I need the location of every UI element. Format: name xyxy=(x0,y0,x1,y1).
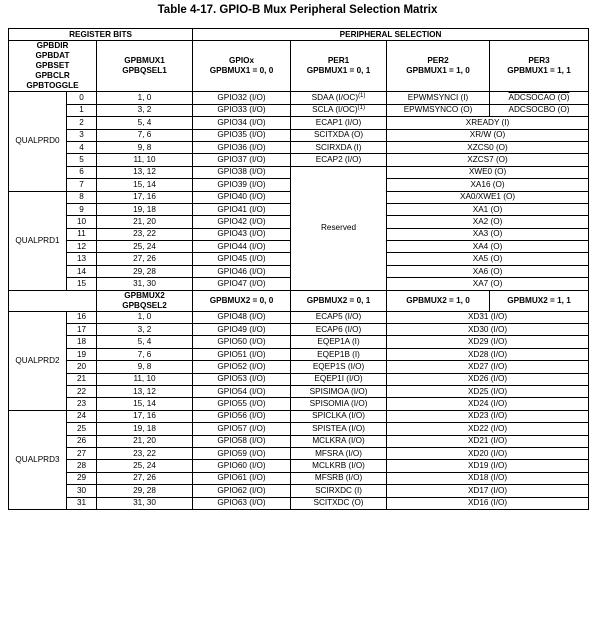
gpio-column-header: GPIOx GPBMUX1 = 0, 0 xyxy=(193,41,291,92)
per2-column-header: PER2 GPBMUX1 = 1, 0 xyxy=(387,41,490,92)
table-row: 9 19, 18 GPIO41 (I/O) XA1 (O) xyxy=(9,203,589,215)
table-row: 13 27, 26 GPIO45 (I/O) XA5 (O) xyxy=(9,253,589,265)
table-row: 15 31, 30 GPIO47 (I/O) XA7 (O) xyxy=(9,278,589,290)
table-row: QUALPRD1 8 17, 16 GPIO40 (I/O) XA0/XWE1 (O) xyxy=(9,191,589,203)
table-row: QUALPRD2 16 1, 0 GPIO48 (I/O) ECAP5 (I/O) XD31 (I/O) xyxy=(9,311,589,323)
table-row: 3 7, 6 GPIO35 (I/O) SCITXDA (O) XR/W (O) xyxy=(9,129,589,141)
table-row: 1 3, 2 GPIO33 (I/O) SCLA $(I/OC)^{(1)}$ EPWMSYNCO (O) ADCSOCBO (O) xyxy=(9,104,589,116)
table-row: 2 5, 4 GPIO34 (I/O) ECAP1 (I/O) XREADY (I) xyxy=(9,117,589,129)
table-row: 4 9, 8 GPIO36 (I/O) SCIRXDA (I) XZCS0 (O) xyxy=(9,141,589,153)
per1-column-header: PER1 GPBMUX1 = 0, 1 xyxy=(291,41,387,92)
table-row: 29 27, 26 GPIO61 (I/O) MFSRB (I/O) XD18 (I/O) xyxy=(9,472,589,484)
per2-mux2-header: GPBMUX2 = 1, 0 xyxy=(387,290,490,311)
table-row: 30 29, 28 GPIO62 (I/O) SCIRXDC (I) XD17 (I/O) xyxy=(9,485,589,497)
mux2-header-row xyxy=(9,290,589,311)
table-row: 18 5, 4 GPIO50 (I/O) EQEP1A (I) XD29 (I/O) xyxy=(9,336,589,348)
table-row: 31 31, 30 GPIO63 (I/O) SCITXDC (O) XD16 (I/O) xyxy=(9,497,589,509)
table-row: 26 21, 20 GPIO58 (I/O) MCLKRA (I/O) XD21 (I/O) xyxy=(9,435,589,447)
table-row: 5 11, 10 GPIO37 (I/O) ECAP2 (I/O) XZCS7 (O) xyxy=(9,154,589,166)
qualprd-label: QUALPRD3 xyxy=(9,410,67,509)
per3-column-header: PER3 GPBMUX1 = 1, 1 xyxy=(490,41,589,92)
table-row: 28 25, 24 GPIO60 (I/O) MCLKRB (I/O) XD19 (I/O) xyxy=(9,460,589,472)
peripheral-selection-header: PERIPHERAL SELECTION xyxy=(193,29,589,41)
table-row: 21 11, 10 GPIO53 (I/O) EQEP1I (I/O) XD26 (I/O) xyxy=(9,373,589,385)
mux2-qsel2-header: GPBMUX2 GPBQSEL2 xyxy=(97,290,193,311)
table-row: 23 15, 14 GPIO55 (I/O) SPISOMIA (I/O) XD24 (I/O) xyxy=(9,398,589,410)
table-row: 25 19, 18 GPIO57 (I/O) SPISTEA (I/O) XD22 (I/O) xyxy=(9,423,589,435)
register-names-header: GPBDIR GPBDAT GPBSET GPBCLR GPBTOGGLE xyxy=(9,41,97,92)
table-row: 10 21, 20 GPIO42 (I/O) XA2 (O) xyxy=(9,216,589,228)
per1-mux2-header: GPBMUX2 = 0, 1 xyxy=(291,290,387,311)
gpio-mux2-header: GPBMUX2 = 0, 0 xyxy=(193,290,291,311)
table-row: 20 9, 8 GPIO52 (I/O) EQEP1S (I/O) XD27 (I/O) xyxy=(9,361,589,373)
table-row: QUALPRD3 24 17, 16 GPIO56 (I/O) SPICLKA (I/O) XD23 (I/O) xyxy=(9,410,589,422)
table-title: Table 4-17. GPIO-B Mux Peripheral Selection Matrix xyxy=(157,4,438,16)
per3-mux2-header: GPBMUX2 = 1, 1 xyxy=(490,290,589,311)
mux1-qsel1-header: GPBMUX1 GPBQSEL1 xyxy=(97,41,193,92)
mux-matrix-table xyxy=(8,28,589,510)
table-row: 19 7, 6 GPIO51 (I/O) EQEP1B (I) XD28 (I/O) xyxy=(9,348,589,360)
qualprd-label: QUALPRD1 xyxy=(9,191,67,290)
qualprd-label: QUALPRD2 xyxy=(9,311,67,410)
table-row: 11 23, 22 GPIO43 (I/O) XA3 (O) xyxy=(9,228,589,240)
table-row: 6 13, 12 GPIO38 (I/O) Reserved XWE0 (O) xyxy=(9,166,589,178)
reserved-cell: Reserved xyxy=(291,166,387,290)
table-row: 7 15, 14 GPIO39 (I/O) XA16 (O) xyxy=(9,179,589,191)
table-row: QUALPRD0 0 1, 0 GPIO32 (I/O) SDAA $(I/OC)^{(1)}$ EPWMSYNCI (I) ADCSOCAO (O) xyxy=(9,92,589,104)
table-row: 17 3, 2 GPIO49 (I/O) ECAP6 (I/O) XD30 (I/O) xyxy=(9,324,589,336)
table-row: 14 29, 28 GPIO46 (I/O) XA6 (O) xyxy=(9,265,589,277)
qualprd-label: QUALPRD0 xyxy=(9,92,67,191)
table-row: 12 25, 24 GPIO44 (I/O) XA4 (O) xyxy=(9,241,589,253)
register-bits-header: REGISTER BITS xyxy=(9,29,193,41)
table-row: 22 13, 12 GPIO54 (I/O) SPISIMOA (I/O) XD25 (I/O) xyxy=(9,385,589,397)
table-row: 27 23, 22 GPIO59 (I/O) MFSRA (I/O) XD20 (I/O) xyxy=(9,447,589,459)
